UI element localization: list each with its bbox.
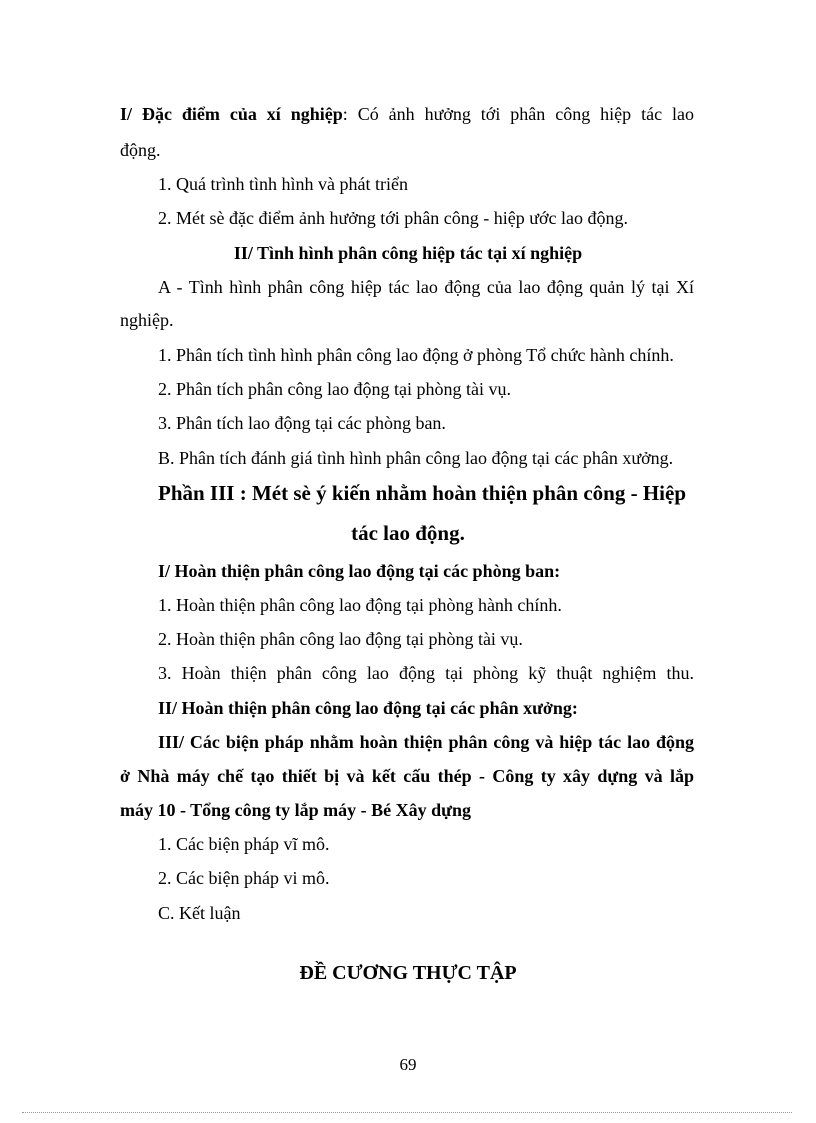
section-2-heading: II/ Tình hình phân công hiệp tác tại xí nghiệp <box>233 243 583 263</box>
page-number: 69 <box>399 1055 417 1074</box>
part-3-heading-line-2: tác lao động. <box>351 521 465 545</box>
part-3-section-3-line-2: ở Nhà máy chế tạo thiết bị và kết cấu thép - Công ty xây dựng và lắp <box>120 766 694 786</box>
part-3-section-3-line-1: III/ Các biện pháp nhằm hoàn thiện phân công và hiệp tác lao động <box>158 732 694 752</box>
section-1-bold: I/ Đặc điểm của xí nghiệp <box>120 104 343 124</box>
section-1-heading <box>120 103 694 125</box>
section-1-continuation: động. <box>120 140 161 160</box>
subsection-b-heading: B. Phân tích đánh giá tình hình phân công lao động tại các phân xưởng. <box>158 448 674 468</box>
page-bottom-border <box>22 1112 792 1113</box>
subsection-a-heading: A - Tình hình phân công hiệp tác lao động của lao động quản lý tại Xí <box>158 277 694 297</box>
document-title: ĐỀ CƯƠNG THỰC TẬP <box>299 962 517 984</box>
measures-item-2: 2. Các biện pháp vi mô. <box>158 868 330 888</box>
subsection-a-item-3: 3. Phân tích lao động tại các phòng ban. <box>158 413 446 433</box>
list-item-1: 1. Quá trình tình hình và phát triển <box>158 174 408 194</box>
part-3-section-2: II/ Hoàn thiện phân công lao động tại các phân xưởng: <box>158 698 578 718</box>
part-3-heading-line-1: Phần III : Mét sè ý kiến nhằm hoàn thiện phân công - Hiệp <box>158 481 687 505</box>
subsection-a-item-1: 1. Phân tích tình hình phân công lao động ở phòng Tổ chức hành chính. <box>158 345 674 365</box>
part-3-item-2: 2. Hoàn thiện phân công lao động tại phòng tài vụ. <box>158 629 523 649</box>
conclusion-heading: C. Kết luận <box>158 903 241 923</box>
measures-item-1: 1. Các biện pháp vĩ mô. <box>158 834 330 854</box>
section-1-rest: : Có ảnh hưởng tới phân công hiệp tác lao <box>342 104 694 124</box>
part-3-item-3: 3. Hoàn thiện phân công lao động tại phòng kỹ thuật nghiệm thu. <box>158 663 694 683</box>
subsection-a-item-2: 2. Phân tích phân công lao động tại phòng tài vụ. <box>158 379 511 399</box>
part-3-item-1: 1. Hoàn thiện phân công lao động tại phòng hành chính. <box>158 595 562 615</box>
list-item-2: 2. Mét sè đặc điểm ảnh hưởng tới phân công - hiệp ước lao động. <box>158 208 628 228</box>
part-3-section-1: I/ Hoàn thiện phân công lao động tại các phòng ban: <box>158 561 561 581</box>
part-3-section-3-line-3: máy 10 - Tổng công ty lắp máy - Bé Xây dựng <box>120 800 471 820</box>
subsection-a-continuation: nghiệp. <box>120 310 174 330</box>
